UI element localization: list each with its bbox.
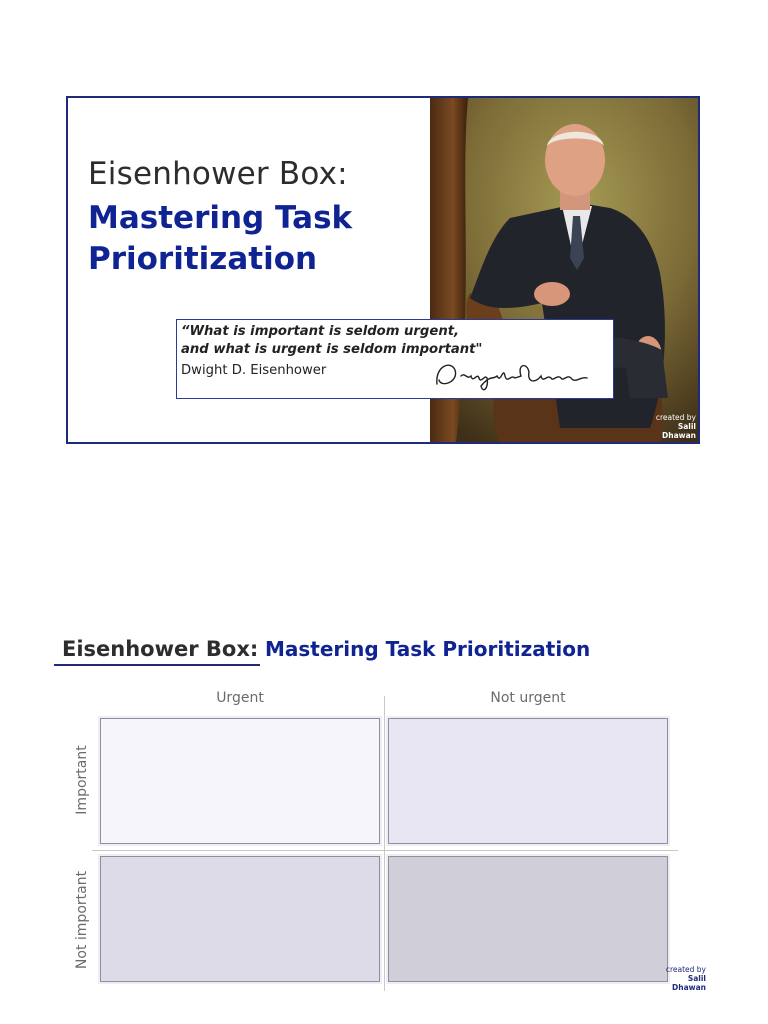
credit-last-name: Dhawan [662,431,696,440]
cover-title-main: Mastering Task Prioritization [88,200,353,277]
credit-first-name: Salil [677,422,696,431]
quote-text-line-2: and what is urgent is seldom important" [181,342,483,357]
row-label-not-important: Not important [74,870,90,970]
cover-title-prefix: Eisenhower Box: [88,156,348,192]
matrix-vertical-axis [384,696,385,991]
row-label-important: Important [74,745,90,815]
quote-text-line-1: “What is important is seldom urgent, [181,324,460,339]
quadrant-not-urgent-not-important[interactable] [388,856,668,982]
handwritten-signature-graphic [431,354,601,394]
matrix-horizontal-axis [92,850,678,851]
column-label-urgent: Urgent [216,690,264,706]
heading-underline [54,664,260,666]
credit-last-name: Dhawan [672,983,706,992]
quote-box [176,319,614,399]
quadrant-urgent-important[interactable] [100,718,380,844]
credit-first-name: Salil [687,974,706,983]
quadrant-not-urgent-important[interactable] [388,718,668,844]
quote-author: Dwight D. Eisenhower [181,363,327,378]
column-label-not-urgent: Not urgent [490,690,566,706]
matrix-heading-main: Mastering Task Prioritization [265,637,591,661]
credit-label: created by [655,413,696,422]
matrix-credit [662,965,706,992]
quadrant-urgent-not-important[interactable] [100,856,380,982]
matrix-heading-prefix: Eisenhower Box: [62,637,259,661]
cover-card [66,96,700,444]
credit-label: created by [665,965,706,974]
cover-credit [656,413,696,440]
matrix-heading [62,637,590,661]
